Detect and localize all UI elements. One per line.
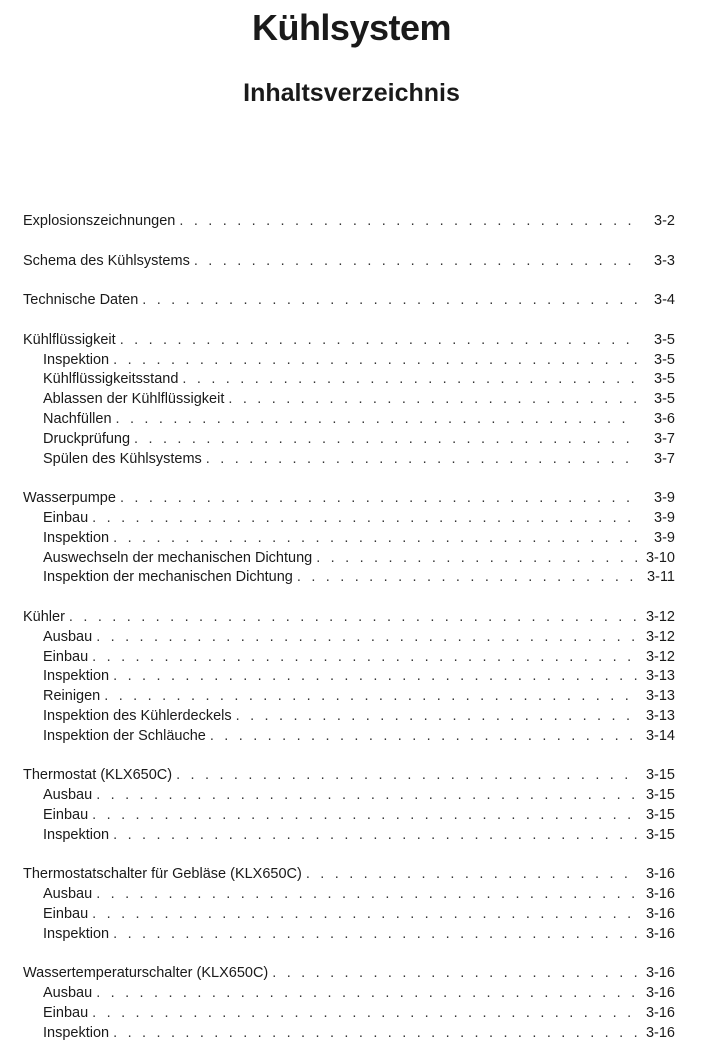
page-number: 3-13 (645, 668, 675, 685)
toc-entry[interactable] (23, 667, 675, 687)
toc-section-title: Wassertemperaturschalter (KLX650C) (23, 965, 269, 982)
dot-leader (92, 1004, 637, 1024)
toc-entry[interactable] (23, 351, 675, 371)
toc-section (23, 865, 675, 944)
page-number: 3-15 (645, 826, 675, 843)
page-number: 3-14 (645, 727, 675, 744)
dot-leader (134, 430, 637, 450)
toc-entry-label: Nachfüllen (43, 410, 112, 427)
toc-entry[interactable] (23, 390, 675, 410)
toc-section-heading[interactable] (23, 252, 675, 272)
dot-leader (116, 410, 637, 430)
toc-entry[interactable] (23, 430, 675, 450)
toc-section-heading[interactable] (23, 865, 675, 885)
toc-entry[interactable] (23, 648, 675, 668)
toc-section-heading[interactable] (23, 212, 675, 232)
dot-leader (96, 786, 637, 806)
dot-leader (96, 628, 637, 648)
dot-leader (142, 291, 637, 311)
toc-entry-label: Kühlflüssigkeitsstand (43, 371, 179, 388)
dot-leader (113, 826, 637, 846)
toc-entry-label: Inspektion (43, 351, 110, 368)
page-number: 3-13 (645, 707, 675, 724)
dot-leader (92, 509, 637, 529)
toc-entry-label: Inspektion (43, 668, 110, 685)
dot-leader (113, 351, 637, 371)
page-number: 3-7 (654, 450, 675, 467)
toc-entry[interactable] (23, 786, 675, 806)
page-number: 3-12 (645, 648, 675, 665)
toc-entry[interactable] (23, 984, 675, 1004)
page-number: 3-15 (645, 787, 675, 804)
toc-entry[interactable] (23, 628, 675, 648)
page-number: 3-15 (645, 806, 675, 823)
toc-section-title: Schema des Kühlsystems (23, 252, 190, 269)
toc-entry-label: Reinigen (43, 688, 101, 705)
page-number: 3-3 (654, 252, 675, 269)
page-title: Kühlsystem (251, 7, 452, 48)
toc-section (23, 252, 675, 272)
dot-leader (113, 667, 637, 687)
dot-leader (228, 390, 637, 410)
page-number: 3-9 (654, 509, 675, 526)
page-number: 3-15 (645, 767, 675, 784)
toc-section-title: Kühler (23, 608, 65, 625)
dot-leader (297, 568, 637, 588)
toc-entry[interactable] (23, 885, 675, 905)
page-number: 3-12 (645, 628, 675, 645)
toc-entry[interactable] (23, 410, 675, 430)
toc-entry[interactable] (23, 826, 675, 846)
toc-entry-label: Einbau (43, 509, 89, 526)
page-subtitle: Inhaltsverzeichnis (243, 79, 460, 107)
toc-section (23, 331, 675, 470)
toc-section-heading[interactable] (23, 608, 675, 628)
toc-entry-label: Ablassen der Kühlflüssigkeit (43, 391, 225, 408)
dot-leader (96, 885, 637, 905)
dot-leader (113, 925, 637, 945)
toc-entry-label: Inspektion (43, 1024, 110, 1041)
toc-entry-label: Inspektion der mechanischen Dichtung (43, 569, 293, 586)
toc-entry-label: Einbau (43, 1004, 89, 1021)
toc-entry[interactable] (23, 707, 675, 727)
dot-leader (113, 1024, 637, 1044)
toc-entry-label: Ausbau (43, 985, 93, 1002)
toc-section (23, 291, 675, 311)
toc-entry[interactable] (23, 806, 675, 826)
page-number: 3-5 (654, 371, 675, 388)
toc-entry-label: Einbau (43, 905, 89, 922)
page-number: 3-7 (654, 430, 675, 447)
toc-entry-label: Inspektion der Schläuche (43, 727, 206, 744)
toc-entry-label: Ausbau (43, 628, 93, 645)
toc-section (23, 212, 675, 232)
toc-section-heading[interactable] (23, 766, 675, 786)
page-number: 3-2 (654, 213, 675, 229)
toc-section (23, 766, 675, 845)
page-number: 3-4 (654, 292, 675, 309)
toc-entry-label: Inspektion (43, 925, 110, 942)
toc-entry[interactable] (23, 450, 675, 470)
dot-leader (316, 549, 637, 569)
toc-entry-label: Ausbau (43, 787, 93, 804)
dot-leader (194, 252, 637, 272)
page-number: 3-13 (645, 688, 675, 705)
dot-leader (92, 648, 637, 668)
toc-entry[interactable] (23, 925, 675, 945)
dot-leader (92, 905, 637, 925)
toc-section-title: Kühlflüssigkeit (23, 331, 116, 348)
page-number: 3-5 (654, 351, 675, 368)
page-number: 3-16 (645, 886, 675, 903)
toc-entry-label: Ausbau (43, 886, 93, 903)
toc-entry[interactable] (23, 727, 675, 747)
dot-leader (182, 370, 637, 390)
toc-entry-label: Auswechseln der mechanischen Dichtung (43, 549, 313, 566)
page-number: 3-16 (645, 985, 675, 1002)
toc-section-title: Technische Daten (23, 292, 139, 309)
table-of-contents (23, 212, 675, 1063)
dot-leader (210, 727, 637, 747)
toc-section-heading[interactable] (23, 964, 675, 984)
toc-entry-label: Einbau (43, 648, 89, 665)
dot-leader (104, 687, 637, 707)
toc-entry[interactable] (23, 687, 675, 707)
dot-leader (272, 964, 637, 984)
dot-leader (306, 865, 637, 885)
dot-leader (236, 707, 637, 727)
toc-entry-label: Inspektion des Kühlerdeckels (43, 707, 232, 724)
toc-section-heading[interactable] (23, 291, 675, 311)
page-number: 3-11 (647, 569, 675, 586)
toc-entry[interactable] (23, 568, 675, 588)
page-number: 3-6 (654, 410, 675, 427)
dot-leader (92, 806, 637, 826)
toc-entry[interactable] (23, 1024, 675, 1044)
dot-leader (96, 984, 637, 1004)
toc-section-title: Explosionszeichnungen (23, 213, 176, 229)
toc-section-heading[interactable] (23, 331, 675, 351)
toc-entry[interactable] (23, 509, 675, 529)
page-number: 3-12 (645, 608, 675, 625)
dot-leader (69, 608, 637, 628)
dot-leader (120, 331, 637, 351)
toc-entry-label: Inspektion (43, 826, 110, 843)
toc-entry[interactable] (23, 549, 675, 569)
toc-section (23, 489, 675, 588)
toc-entry-label: Inspektion (43, 529, 110, 546)
page-number: 3-16 (645, 1024, 675, 1041)
page-number: 3-16 (645, 1004, 675, 1021)
dot-leader (176, 766, 637, 786)
toc-entry-label: Einbau (43, 806, 89, 823)
dot-leader (120, 489, 637, 509)
toc-section-heading[interactable] (23, 489, 675, 509)
toc-entry[interactable] (23, 529, 675, 549)
page-number: 3-16 (645, 965, 675, 982)
toc-section (23, 608, 675, 747)
dot-leader (113, 529, 637, 549)
page-number: 3-9 (654, 490, 675, 507)
toc-section-title: Wasserpumpe (23, 490, 116, 507)
toc-entry[interactable] (23, 370, 675, 390)
dot-leader (206, 450, 637, 470)
toc-entry[interactable] (23, 1004, 675, 1024)
toc-entry-label: Druckprüfung (43, 430, 131, 447)
toc-section-title: Thermostatschalter für Gebläse (KLX650C) (23, 866, 302, 883)
page-number: 3-5 (654, 331, 675, 348)
toc-section (23, 964, 675, 1043)
page-number: 3-5 (654, 391, 675, 408)
dot-leader (179, 212, 637, 232)
page-number: 3-10 (645, 549, 675, 566)
page-number: 3-16 (645, 905, 675, 922)
page-number: 3-16 (645, 925, 675, 942)
page-number: 3-16 (645, 866, 675, 883)
page-number: 3-9 (654, 529, 675, 546)
toc-section-title: Thermostat (KLX650C) (23, 767, 173, 784)
toc-entry[interactable] (23, 905, 675, 925)
toc-entry-label: Spülen des Kühlsystems (43, 450, 202, 467)
